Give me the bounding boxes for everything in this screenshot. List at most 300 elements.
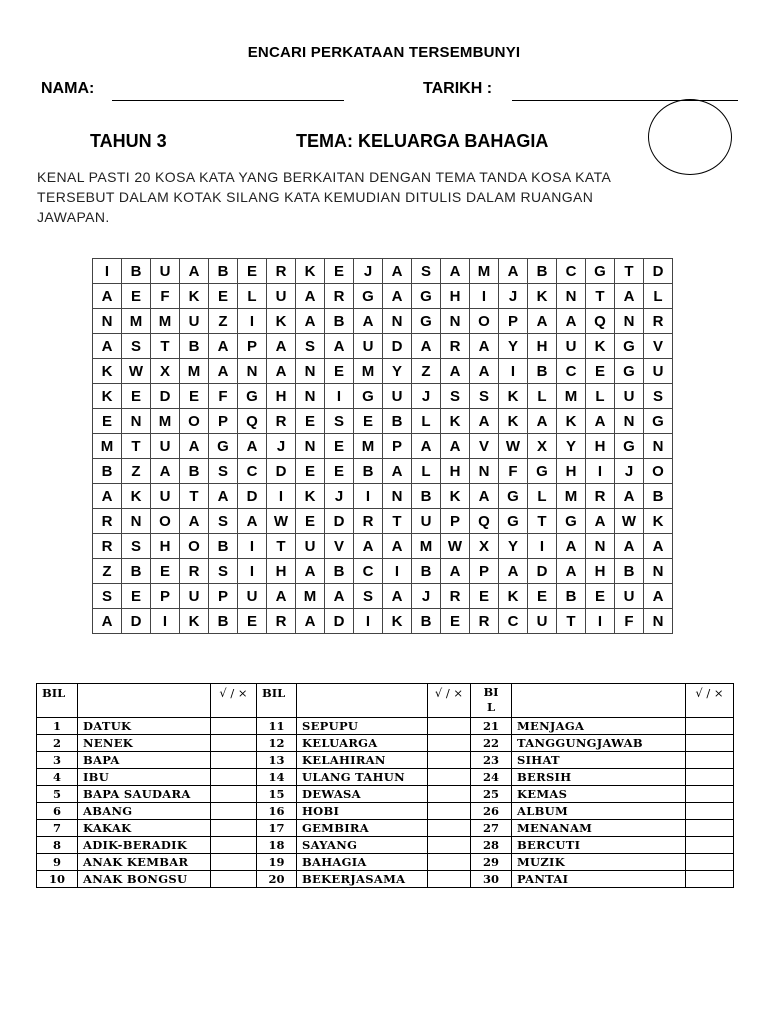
grid-cell[interactable]: N (122, 409, 151, 434)
grid-cell[interactable]: S (93, 584, 122, 609)
grid-cell[interactable]: K (586, 334, 615, 359)
grid-cell[interactable]: Y (557, 434, 586, 459)
grid-cell[interactable]: A (238, 509, 267, 534)
grid-cell[interactable]: B (557, 584, 586, 609)
grid-cell[interactable]: G (557, 509, 586, 534)
grid-cell[interactable]: B (615, 559, 644, 584)
grid-cell[interactable]: P (441, 509, 470, 534)
grid-cell[interactable]: I (151, 609, 180, 634)
grid-cell[interactable]: L (528, 484, 557, 509)
grid-cell[interactable]: E (122, 284, 151, 309)
name-answer-line[interactable] (112, 100, 344, 101)
grid-cell[interactable]: A (296, 284, 325, 309)
grid-cell[interactable]: E (354, 409, 383, 434)
check-box[interactable] (686, 735, 734, 752)
grid-cell[interactable]: A (93, 609, 122, 634)
grid-cell[interactable]: H (441, 459, 470, 484)
grid-cell[interactable]: A (383, 259, 412, 284)
check-box[interactable] (428, 735, 471, 752)
grid-cell[interactable]: I (586, 609, 615, 634)
grid-cell[interactable]: U (644, 359, 673, 384)
grid-cell[interactable]: P (470, 559, 499, 584)
grid-cell[interactable]: H (267, 559, 296, 584)
grid-cell[interactable]: K (383, 609, 412, 634)
grid-cell[interactable]: J (354, 259, 383, 284)
grid-cell[interactable]: L (412, 409, 441, 434)
grid-cell[interactable]: A (180, 434, 209, 459)
check-box[interactable] (211, 871, 257, 888)
grid-cell[interactable]: D (528, 559, 557, 584)
grid-cell[interactable]: B (325, 309, 354, 334)
grid-cell[interactable]: R (267, 259, 296, 284)
grid-cell[interactable]: Y (499, 534, 528, 559)
grid-cell[interactable]: A (644, 584, 673, 609)
grid-cell[interactable]: B (93, 459, 122, 484)
grid-cell[interactable]: M (412, 534, 441, 559)
grid-cell[interactable]: E (209, 284, 238, 309)
grid-cell[interactable]: S (122, 534, 151, 559)
grid-cell[interactable]: A (354, 534, 383, 559)
grid-cell[interactable]: D (325, 609, 354, 634)
grid-cell[interactable]: W (615, 509, 644, 534)
grid-cell[interactable]: E (325, 259, 354, 284)
grid-cell[interactable]: A (296, 309, 325, 334)
grid-cell[interactable]: J (412, 584, 441, 609)
grid-cell[interactable]: N (238, 359, 267, 384)
grid-cell[interactable]: R (441, 584, 470, 609)
grid-cell[interactable]: X (528, 434, 557, 459)
check-box[interactable] (686, 769, 734, 786)
grid-cell[interactable]: Q (470, 509, 499, 534)
grid-cell[interactable]: N (296, 434, 325, 459)
grid-cell[interactable]: F (615, 609, 644, 634)
grid-cell[interactable]: A (586, 509, 615, 534)
grid-cell[interactable]: A (93, 284, 122, 309)
grid-cell[interactable]: A (499, 259, 528, 284)
grid-cell[interactable]: M (151, 409, 180, 434)
grid-cell[interactable]: I (238, 559, 267, 584)
grid-cell[interactable]: G (499, 484, 528, 509)
check-box[interactable] (686, 871, 734, 888)
grid-cell[interactable]: K (93, 359, 122, 384)
grid-cell[interactable]: O (180, 534, 209, 559)
grid-cell[interactable]: A (470, 359, 499, 384)
grid-cell[interactable]: U (296, 534, 325, 559)
grid-cell[interactable]: N (296, 359, 325, 384)
grid-cell[interactable]: B (122, 559, 151, 584)
grid-cell[interactable]: L (238, 284, 267, 309)
grid-cell[interactable]: G (412, 309, 441, 334)
grid-cell[interactable]: Z (93, 559, 122, 584)
grid-cell[interactable]: B (644, 484, 673, 509)
grid-cell[interactable]: G (615, 434, 644, 459)
grid-cell[interactable]: A (267, 584, 296, 609)
grid-cell[interactable]: U (151, 434, 180, 459)
grid-cell[interactable]: L (528, 384, 557, 409)
grid-cell[interactable]: N (122, 509, 151, 534)
grid-cell[interactable]: F (209, 384, 238, 409)
grid-cell[interactable]: K (499, 584, 528, 609)
grid-cell[interactable]: U (180, 309, 209, 334)
grid-cell[interactable]: M (354, 359, 383, 384)
grid-cell[interactable]: N (93, 309, 122, 334)
grid-cell[interactable]: A (557, 309, 586, 334)
grid-cell[interactable]: S (296, 334, 325, 359)
grid-cell[interactable]: I (93, 259, 122, 284)
grid-cell[interactable]: A (557, 534, 586, 559)
grid-cell[interactable]: N (557, 284, 586, 309)
grid-cell[interactable]: I (586, 459, 615, 484)
grid-cell[interactable]: A (470, 409, 499, 434)
grid-cell[interactable]: A (93, 484, 122, 509)
grid-cell[interactable]: N (644, 559, 673, 584)
grid-cell[interactable]: C (499, 609, 528, 634)
grid-cell[interactable]: D (644, 259, 673, 284)
grid-cell[interactable]: A (383, 584, 412, 609)
grid-cell[interactable]: A (209, 484, 238, 509)
check-box[interactable] (686, 786, 734, 803)
check-box[interactable] (211, 752, 257, 769)
grid-cell[interactable]: P (151, 584, 180, 609)
grid-cell[interactable]: K (180, 284, 209, 309)
grid-cell[interactable]: D (238, 484, 267, 509)
grid-cell[interactable]: E (296, 509, 325, 534)
check-box[interactable] (428, 752, 471, 769)
grid-cell[interactable]: B (412, 484, 441, 509)
grid-cell[interactable]: U (615, 384, 644, 409)
grid-cell[interactable]: E (93, 409, 122, 434)
grid-cell[interactable]: P (499, 309, 528, 334)
grid-cell[interactable]: E (528, 584, 557, 609)
grid-cell[interactable]: T (615, 259, 644, 284)
grid-cell[interactable]: E (441, 609, 470, 634)
grid-cell[interactable]: G (586, 259, 615, 284)
grid-cell[interactable]: M (470, 259, 499, 284)
grid-cell[interactable]: I (238, 534, 267, 559)
grid-cell[interactable]: A (615, 284, 644, 309)
grid-cell[interactable]: B (180, 459, 209, 484)
grid-cell[interactable]: J (499, 284, 528, 309)
grid-cell[interactable]: T (267, 534, 296, 559)
grid-cell[interactable]: N (441, 309, 470, 334)
grid-cell[interactable]: U (180, 584, 209, 609)
grid-cell[interactable]: L (586, 384, 615, 409)
grid-cell[interactable]: B (209, 259, 238, 284)
grid-cell[interactable]: D (267, 459, 296, 484)
check-box[interactable] (686, 803, 734, 820)
grid-cell[interactable]: E (151, 559, 180, 584)
grid-cell[interactable]: U (354, 334, 383, 359)
grid-cell[interactable]: K (644, 509, 673, 534)
check-box[interactable] (428, 837, 471, 854)
check-box[interactable] (428, 786, 471, 803)
grid-cell[interactable]: I (354, 484, 383, 509)
grid-cell[interactable]: S (441, 384, 470, 409)
grid-cell[interactable]: N (383, 309, 412, 334)
grid-cell[interactable]: N (470, 459, 499, 484)
grid-cell[interactable]: S (644, 384, 673, 409)
grid-cell[interactable]: C (557, 259, 586, 284)
grid-cell[interactable]: A (499, 559, 528, 584)
grid-cell[interactable]: R (180, 559, 209, 584)
grid-cell[interactable]: M (354, 434, 383, 459)
grid-cell[interactable]: H (586, 559, 615, 584)
grid-cell[interactable]: U (557, 334, 586, 359)
check-box[interactable] (686, 854, 734, 871)
grid-cell[interactable]: W (499, 434, 528, 459)
grid-cell[interactable]: Q (238, 409, 267, 434)
grid-cell[interactable]: J (325, 484, 354, 509)
grid-cell[interactable]: N (296, 384, 325, 409)
grid-cell[interactable]: M (296, 584, 325, 609)
grid-cell[interactable]: B (209, 609, 238, 634)
grid-cell[interactable]: K (499, 384, 528, 409)
grid-cell[interactable]: V (325, 534, 354, 559)
grid-cell[interactable]: S (209, 459, 238, 484)
grid-cell[interactable]: S (325, 409, 354, 434)
grid-cell[interactable]: A (470, 334, 499, 359)
grid-cell[interactable]: N (615, 409, 644, 434)
grid-cell[interactable]: K (528, 284, 557, 309)
grid-cell[interactable]: E (470, 584, 499, 609)
grid-cell[interactable]: A (557, 559, 586, 584)
grid-cell[interactable]: M (180, 359, 209, 384)
grid-cell[interactable]: A (267, 334, 296, 359)
grid-cell[interactable]: D (151, 384, 180, 409)
grid-cell[interactable]: R (267, 409, 296, 434)
grid-cell[interactable]: U (151, 259, 180, 284)
grid-cell[interactable]: A (412, 334, 441, 359)
grid-cell[interactable]: Z (209, 309, 238, 334)
grid-cell[interactable]: A (412, 434, 441, 459)
grid-cell[interactable]: B (412, 559, 441, 584)
grid-cell[interactable]: A (441, 359, 470, 384)
check-box[interactable] (428, 803, 471, 820)
grid-cell[interactable]: O (470, 309, 499, 334)
grid-cell[interactable]: B (180, 334, 209, 359)
grid-cell[interactable]: G (412, 284, 441, 309)
grid-cell[interactable]: R (93, 509, 122, 534)
grid-cell[interactable]: G (238, 384, 267, 409)
grid-cell[interactable]: C (557, 359, 586, 384)
grid-cell[interactable]: R (93, 534, 122, 559)
grid-cell[interactable]: U (238, 584, 267, 609)
check-box[interactable] (211, 854, 257, 871)
grid-cell[interactable]: B (354, 459, 383, 484)
grid-cell[interactable]: H (267, 384, 296, 409)
grid-cell[interactable]: A (528, 309, 557, 334)
check-box[interactable] (211, 820, 257, 837)
check-box[interactable] (428, 854, 471, 871)
grid-cell[interactable]: A (615, 484, 644, 509)
grid-cell[interactable]: T (586, 284, 615, 309)
grid-cell[interactable]: V (644, 334, 673, 359)
grid-cell[interactable]: P (383, 434, 412, 459)
grid-cell[interactable]: G (499, 509, 528, 534)
grid-cell[interactable]: O (151, 509, 180, 534)
grid-cell[interactable]: A (470, 484, 499, 509)
grid-cell[interactable]: G (209, 434, 238, 459)
grid-cell[interactable]: I (528, 534, 557, 559)
grid-cell[interactable]: G (615, 334, 644, 359)
grid-cell[interactable]: D (325, 509, 354, 534)
grid-cell[interactable]: B (383, 409, 412, 434)
grid-cell[interactable]: I (354, 609, 383, 634)
grid-cell[interactable]: L (644, 284, 673, 309)
grid-cell[interactable]: B (209, 534, 238, 559)
grid-cell[interactable]: I (470, 284, 499, 309)
grid-cell[interactable]: Y (499, 334, 528, 359)
grid-cell[interactable]: S (470, 384, 499, 409)
grid-cell[interactable]: A (644, 534, 673, 559)
grid-cell[interactable]: E (180, 384, 209, 409)
grid-cell[interactable]: T (528, 509, 557, 534)
grid-cell[interactable]: Y (383, 359, 412, 384)
grid-cell[interactable]: B (325, 559, 354, 584)
grid-cell[interactable]: P (209, 409, 238, 434)
grid-cell[interactable]: R (644, 309, 673, 334)
grid-cell[interactable]: T (151, 334, 180, 359)
grid-cell[interactable]: A (441, 259, 470, 284)
grid-cell[interactable]: N (644, 434, 673, 459)
grid-cell[interactable]: G (644, 409, 673, 434)
grid-cell[interactable]: Q (586, 309, 615, 334)
grid-cell[interactable]: W (122, 359, 151, 384)
grid-cell[interactable]: H (586, 434, 615, 459)
grid-cell[interactable]: E (238, 609, 267, 634)
check-box[interactable] (428, 871, 471, 888)
grid-cell[interactable]: J (615, 459, 644, 484)
grid-cell[interactable]: V (470, 434, 499, 459)
grid-cell[interactable]: U (151, 484, 180, 509)
grid-cell[interactable]: K (296, 484, 325, 509)
grid-cell[interactable]: R (586, 484, 615, 509)
grid-cell[interactable]: K (180, 609, 209, 634)
grid-cell[interactable]: A (209, 334, 238, 359)
grid-cell[interactable]: A (383, 534, 412, 559)
grid-cell[interactable]: I (383, 559, 412, 584)
grid-cell[interactable]: A (325, 584, 354, 609)
check-box[interactable] (686, 820, 734, 837)
grid-cell[interactable]: X (470, 534, 499, 559)
grid-cell[interactable]: F (151, 284, 180, 309)
grid-cell[interactable]: A (586, 409, 615, 434)
grid-cell[interactable]: N (615, 309, 644, 334)
grid-cell[interactable]: A (325, 334, 354, 359)
check-box[interactable] (686, 718, 734, 735)
grid-cell[interactable]: D (122, 609, 151, 634)
grid-cell[interactable]: G (528, 459, 557, 484)
grid-cell[interactable]: A (238, 434, 267, 459)
grid-cell[interactable]: U (615, 584, 644, 609)
grid-cell[interactable]: G (354, 284, 383, 309)
grid-cell[interactable]: R (267, 609, 296, 634)
grid-cell[interactable]: J (267, 434, 296, 459)
grid-cell[interactable]: K (441, 484, 470, 509)
check-box[interactable] (428, 820, 471, 837)
grid-cell[interactable]: E (586, 359, 615, 384)
grid-cell[interactable]: Z (122, 459, 151, 484)
grid-cell[interactable]: N (383, 484, 412, 509)
check-box[interactable] (211, 803, 257, 820)
grid-cell[interactable]: A (296, 609, 325, 634)
grid-cell[interactable]: K (441, 409, 470, 434)
grid-cell[interactable]: G (615, 359, 644, 384)
grid-cell[interactable]: R (470, 609, 499, 634)
grid-cell[interactable]: E (238, 259, 267, 284)
grid-cell[interactable]: P (209, 584, 238, 609)
grid-cell[interactable]: D (383, 334, 412, 359)
grid-cell[interactable]: O (180, 409, 209, 434)
grid-cell[interactable]: A (615, 534, 644, 559)
grid-cell[interactable]: A (267, 359, 296, 384)
grid-cell[interactable]: K (93, 384, 122, 409)
grid-cell[interactable]: K (296, 259, 325, 284)
grid-cell[interactable]: N (644, 609, 673, 634)
grid-cell[interactable]: B (412, 609, 441, 634)
grid-cell[interactable]: E (325, 434, 354, 459)
grid-cell[interactable]: U (528, 609, 557, 634)
grid-cell[interactable]: A (180, 259, 209, 284)
grid-cell[interactable]: K (499, 409, 528, 434)
grid-cell[interactable]: S (209, 509, 238, 534)
grid-cell[interactable]: B (528, 359, 557, 384)
grid-cell[interactable]: O (644, 459, 673, 484)
grid-cell[interactable]: U (412, 509, 441, 534)
grid-cell[interactable]: R (441, 334, 470, 359)
grid-cell[interactable]: A (93, 334, 122, 359)
grid-cell[interactable]: K (122, 484, 151, 509)
grid-cell[interactable]: A (296, 559, 325, 584)
grid-cell[interactable]: B (122, 259, 151, 284)
grid-cell[interactable]: I (238, 309, 267, 334)
grid-cell[interactable]: H (528, 334, 557, 359)
grid-cell[interactable]: U (267, 284, 296, 309)
grid-cell[interactable]: W (441, 534, 470, 559)
grid-cell[interactable]: I (499, 359, 528, 384)
check-box[interactable] (428, 718, 471, 735)
check-box[interactable] (428, 769, 471, 786)
grid-cell[interactable]: S (354, 584, 383, 609)
grid-cell[interactable]: N (586, 534, 615, 559)
grid-cell[interactable]: E (325, 459, 354, 484)
check-box[interactable] (686, 752, 734, 769)
grid-cell[interactable]: A (383, 284, 412, 309)
grid-cell[interactable]: I (325, 384, 354, 409)
grid-cell[interactable]: I (267, 484, 296, 509)
grid-cell[interactable]: E (122, 584, 151, 609)
grid-cell[interactable]: M (151, 309, 180, 334)
grid-cell[interactable]: A (383, 459, 412, 484)
grid-cell[interactable]: W (267, 509, 296, 534)
word-search-grid[interactable] (92, 258, 673, 634)
grid-cell[interactable]: E (586, 584, 615, 609)
check-box[interactable] (211, 735, 257, 752)
grid-cell[interactable]: K (267, 309, 296, 334)
grid-cell[interactable]: J (412, 384, 441, 409)
grid-cell[interactable]: H (557, 459, 586, 484)
check-box[interactable] (211, 718, 257, 735)
grid-cell[interactable]: T (383, 509, 412, 534)
grid-cell[interactable]: C (354, 559, 383, 584)
grid-cell[interactable]: G (354, 384, 383, 409)
grid-cell[interactable]: A (441, 559, 470, 584)
grid-cell[interactable]: M (557, 384, 586, 409)
grid-cell[interactable]: A (354, 309, 383, 334)
grid-cell[interactable]: E (296, 459, 325, 484)
grid-cell[interactable]: M (557, 484, 586, 509)
grid-cell[interactable]: U (383, 384, 412, 409)
